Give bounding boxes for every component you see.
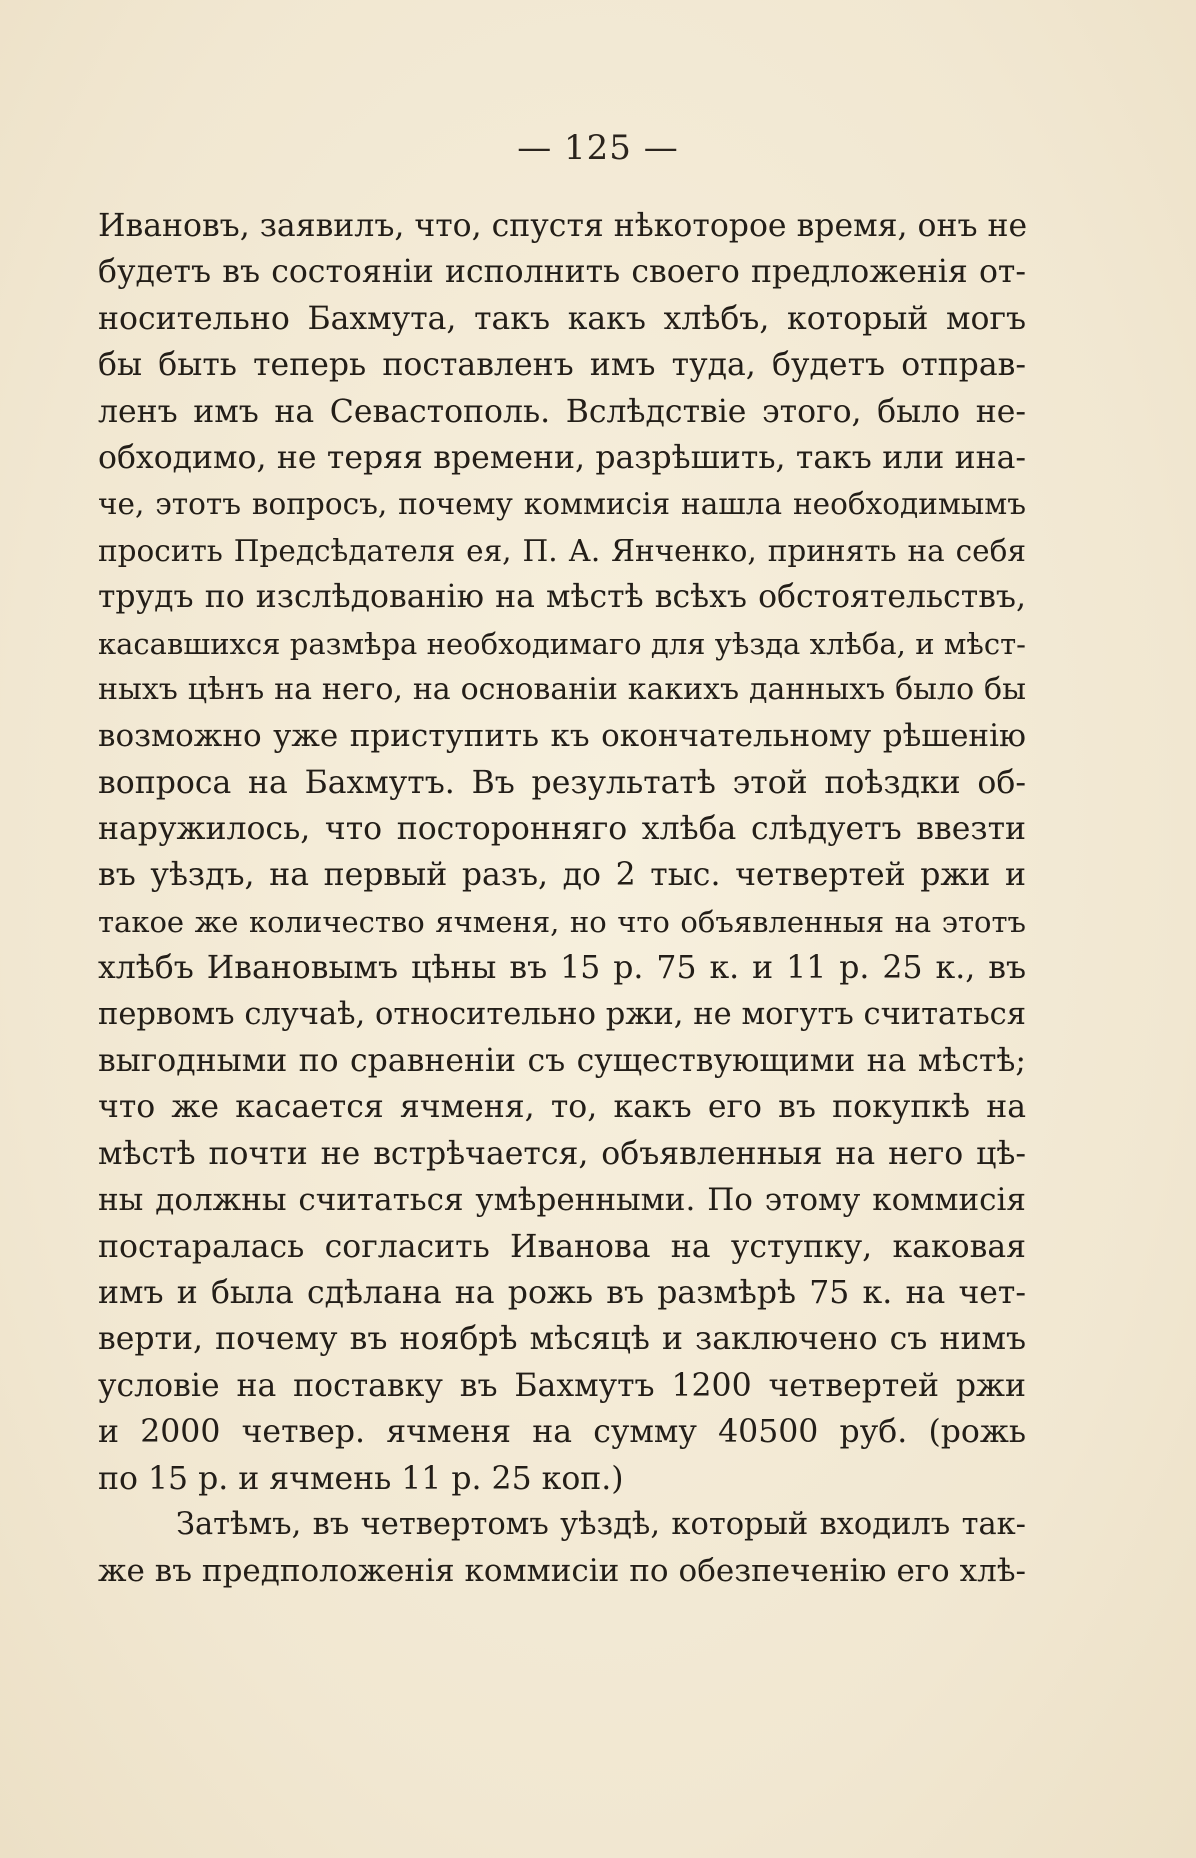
text-line: будетъ въ состояніи исполнить своего предложенія от- (98, 254, 1026, 291)
text-line: имъ и была сдѣлана на рожь въ размѣрѣ 75 к. на чет- (98, 1274, 1026, 1311)
text-line: что же касается ячменя, то, какъ его въ покупкѣ на (98, 1089, 1026, 1126)
text-line: условіе на поставку въ Бахмутъ 1200 четвертей ржи (98, 1367, 1026, 1404)
text-line: ленъ имъ на Севастополь. Вслѣдствіе этого, было не- (98, 393, 1026, 430)
text-line: носительно Бахмута, такъ какъ хлѣбъ, который могъ (98, 300, 1026, 337)
text-line: верти, почему въ ноябрѣ мѣсяцѣ и заключено съ нимъ (98, 1321, 1026, 1358)
text-line: Затѣмъ, въ четвертомъ уѣздѣ, который входилъ так- (176, 1506, 1026, 1542)
text-line: трудъ по изслѣдованію на мѣстѣ всѣхъ обстоятельствъ, (98, 579, 1026, 616)
text-line: наружилось, что посторонняго хлѣба слѣдуетъ ввезти (98, 811, 1026, 848)
text-line: и 2000 четвер. ячменя на сумму 40500 руб. (рожь (98, 1414, 1026, 1451)
text-line: вопроса на Бахмутъ. Въ результатѣ этой поѣздки об- (98, 764, 1026, 801)
text-line: обходимо, не теряя времени, разрѣшить, такъ или ина- (98, 439, 1026, 476)
text-line: постаралась согласить Иванова на уступку, каковая (98, 1228, 1026, 1265)
text-line: ныхъ цѣнъ на него, на основаніи какихъ данныхъ было бы (98, 671, 1026, 707)
text-line: ны должны считаться умѣренными. По этому коммисія (98, 1182, 1026, 1219)
text-line: Ивановъ, заявилъ, что, спустя нѣкоторое время, онъ не (98, 208, 1028, 244)
text-line: выгодными по сравненіи съ существующими на мѣстѣ; (98, 1043, 1026, 1080)
page-text (98, 203, 1026, 1595)
text-line: такое же количество ячменя, но что объявленныя на этотъ (98, 904, 1026, 939)
text-line: возможно уже приступить къ окончательному рѣшенію (98, 718, 1026, 755)
text-line: просить Предсѣдателя ея, П. А. Янченко, принять на себя (98, 533, 1026, 568)
text-line: по 15 р. и ячмень 11 р. 25 коп.) (98, 1460, 624, 1497)
text-line: мѣстѣ почти не встрѣчается, объявленныя на него цѣ- (98, 1135, 1026, 1172)
text-line: въ уѣздъ, на первый разъ, до 2 тыс. четвертей ржи и (98, 857, 1026, 894)
text-line: хлѣбъ Ивановымъ цѣны въ 15 р. 75 к. и 11 р. 25 к., въ (98, 950, 1026, 987)
text-line: первомъ случаѣ, относительно ржи, не могутъ считаться (98, 996, 1026, 1032)
text-line: че, этотъ вопросъ, почему коммисія нашла необходимымъ (98, 487, 1026, 522)
page-number: — 125 — (517, 128, 679, 168)
text-line: касавшихся размѣра необходимаго для уѣзда хлѣба, и мѣст- (98, 626, 1026, 661)
text-line: же въ предположенія коммисіи по обезпеченію его хлѣ- (98, 1553, 1026, 1590)
text-line: бы быть теперь поставленъ имъ туда, будетъ отправ- (98, 347, 1026, 384)
